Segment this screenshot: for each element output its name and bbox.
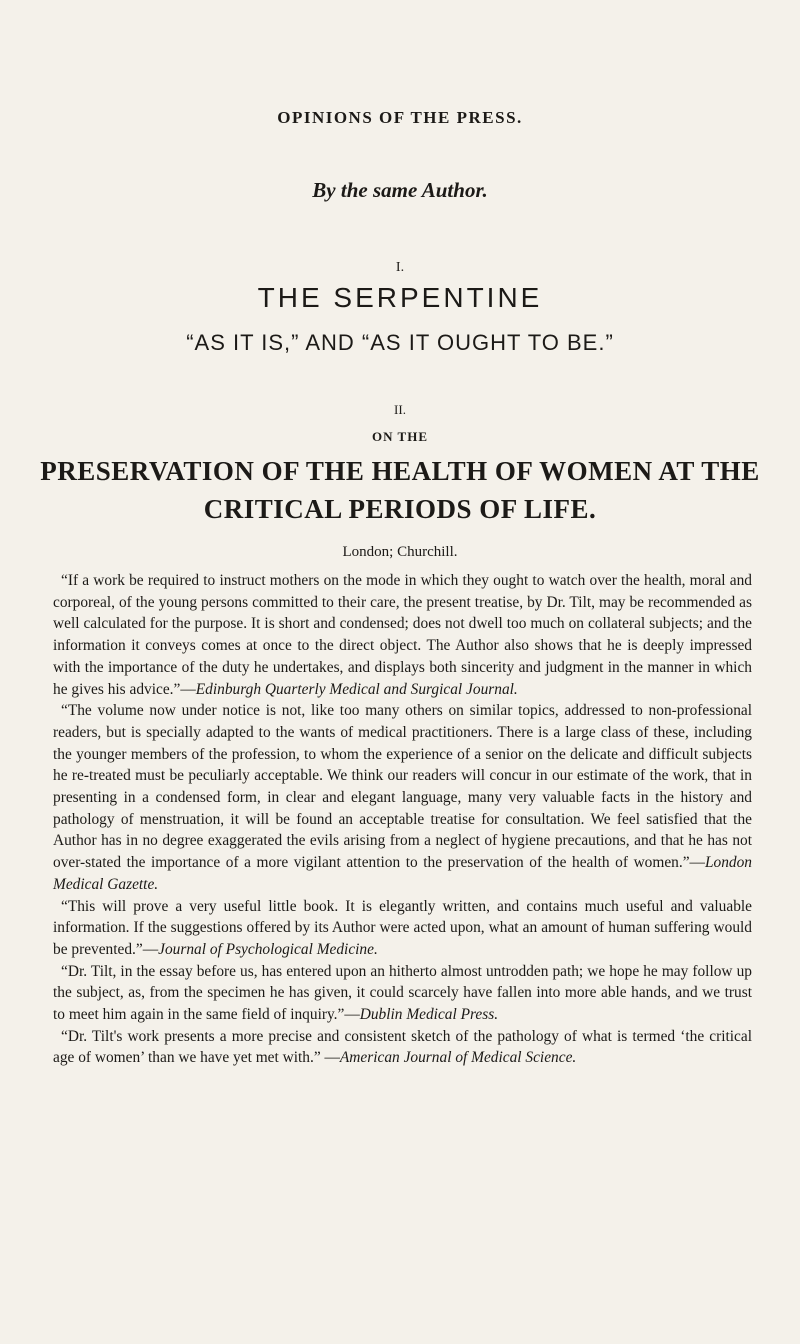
work-2-prefix: ON THE	[372, 429, 428, 444]
review-source: Dublin Medical Press.	[359, 1006, 499, 1024]
review-source: American Journal of Medical Science.	[339, 1049, 577, 1067]
press-reviews	[53, 570, 752, 1069]
work-2-number: II.	[394, 402, 406, 417]
review-text: “The volume now under notice is not, like too many others on similar topics, addressed to non-professional readers, but is specially adapted to the wants of medical practitioners. There is a large class of these, including the younger members of the profession, to whom the experience of a senior on the delicate and difficult subjects he re-treated must be peculiarly acceptable. We think our readers will concur in our estimate of the work, that in presenting in a condensed form, in clear and elegant language, many very valuable facts in the history and pathology of menstruation, it will be found an acceptable treatise for consultation. We feel satisfied that the Author has in no degree exaggerated the evils arising from a neglect of hygiene precautions, and that he has not over-stated the importance of a more vigilant attention to the preservation of the health of women.”—	[53, 702, 752, 872]
review-paragraph	[53, 570, 752, 700]
work-1-number: I.	[395, 260, 405, 275]
review-source: London Medical Gazette.	[53, 854, 752, 893]
review-paragraph	[53, 700, 752, 895]
review-source: Journal of Psychological Medicine.	[158, 940, 378, 958]
work-2-title: PRESERVATION OF THE HEALTH OF WOMEN AT THE CRITICAL PERIODS OF LIFE.	[40, 456, 760, 524]
review-paragraph	[53, 961, 752, 1026]
work-1-title: THE SERPENTINE	[257, 282, 543, 313]
review-paragraph	[53, 1026, 752, 1069]
review-source: Edinburgh Quarterly Medical and Surgical Journal.	[195, 680, 518, 698]
review-text: “If a work be required to instruct mothers on the mode in which they ought to watch over the health, moral and corporeal, of the young persons committed to their care, the present treatise, by Dr. Tilt, may be recommended as well calculated for the purpose. It is short and condensed; does not dwell too much on collateral subjects; and the information it conveys comes at once to the direct object. The Author also shows that he is deeply impressed with the importance of the duty he undertakes, and displays both sincerity and judgment in the manner in which he gives his advice.”—	[53, 572, 752, 698]
byline: By the same Author.	[312, 178, 488, 202]
review-text: “Dr. Tilt's work presents a more precise and consistent sketch of the pathology of what is termed ‘the critical age of women’ than we have yet met with.” —	[53, 1027, 752, 1067]
review-paragraph	[53, 896, 752, 961]
work-2-publisher: London; Churchill.	[342, 544, 458, 560]
review-text: “This will prove a very useful little book. It is elegantly written, and contains much useful and valuable information. If the suggestions offered by its Author were acted upon, what an amount of human suffering would be prevented.”—	[53, 897, 752, 958]
review-text: “Dr. Tilt, in the essay before us, has entered upon an hitherto almost untrodden path; we hope he may follow up the subject, as, from the specimen he has given, it could scarcely have fallen into more able hands, and we trust to meet him again in the same field of inquiry.”—	[53, 962, 752, 1024]
running-head: OPINIONS OF THE PRESS.	[277, 108, 523, 127]
work-1-subtitle: “AS IT IS,” AND “AS IT OUGHT TO BE.”	[186, 330, 614, 355]
